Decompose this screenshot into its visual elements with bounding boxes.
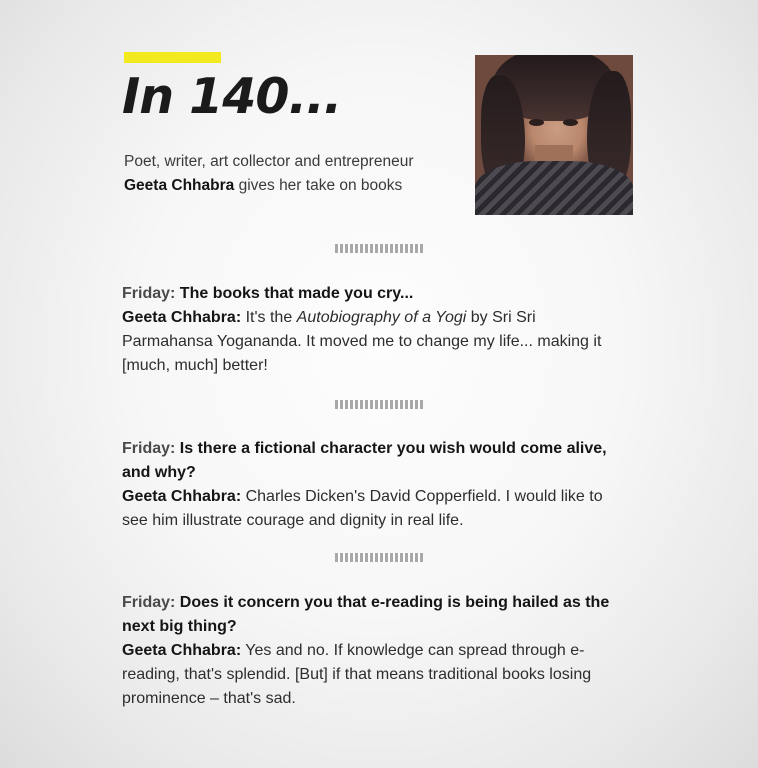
article-deck bbox=[124, 150, 454, 198]
answer-part-1: Charles Dicken's David Copperfield. I would like to see him illustrate courage and dignity in real life. bbox=[122, 488, 603, 529]
question-text bbox=[122, 591, 630, 639]
question-body: Does it concern you that e-reading is being hailed as the next big thing? bbox=[122, 594, 610, 635]
deck-suffix: gives her take on books bbox=[234, 177, 403, 195]
portrait-eye-left bbox=[529, 119, 544, 126]
question-body: Is there a fictional character you wish would come alive, and why? bbox=[122, 440, 607, 481]
deck-subject-name: Geeta Chhabra bbox=[124, 177, 235, 195]
answer-text bbox=[122, 485, 630, 533]
answer-lead: Geeta Chhabra: bbox=[122, 642, 242, 659]
question-lead: Friday: bbox=[122, 594, 176, 611]
answer-lead: Geeta Chhabra: bbox=[122, 488, 242, 505]
question-body: The books that made you cry... bbox=[179, 285, 414, 302]
answer-lead: Geeta Chhabra: bbox=[122, 309, 242, 326]
answer-text bbox=[122, 639, 630, 711]
question-text bbox=[122, 282, 630, 306]
qa-block bbox=[122, 282, 630, 378]
section-divider bbox=[335, 400, 423, 409]
question-text bbox=[122, 437, 630, 485]
qa-block bbox=[122, 437, 630, 533]
section-divider bbox=[335, 553, 423, 562]
question-lead: Friday: bbox=[122, 285, 176, 302]
portrait-garment bbox=[475, 161, 633, 215]
deck-prefix: Poet, writer, art collector and entrepreneur bbox=[124, 153, 414, 170]
accent-bar bbox=[124, 52, 221, 63]
answer-part-1: Yes and no. If knowledge can spread through e-reading, that's splendid. [But] if that means traditional books losing prominence – that's sad. bbox=[122, 642, 592, 707]
qa-block bbox=[122, 591, 630, 711]
question-lead: Friday: bbox=[122, 440, 176, 457]
answer-part-1: It's the bbox=[245, 309, 297, 326]
answer-book-title: Autobiography of a Yogi bbox=[296, 309, 467, 326]
answer-part-2: by Sri Sri Parmahansa Yogananda. It moved me to change my life... making it [much, much] better! bbox=[122, 309, 602, 374]
page-title: In 140... bbox=[122, 68, 342, 125]
answer-text bbox=[122, 306, 630, 378]
section-divider bbox=[335, 244, 423, 253]
portrait-eye-right bbox=[563, 119, 578, 126]
portrait-photo bbox=[475, 55, 633, 215]
